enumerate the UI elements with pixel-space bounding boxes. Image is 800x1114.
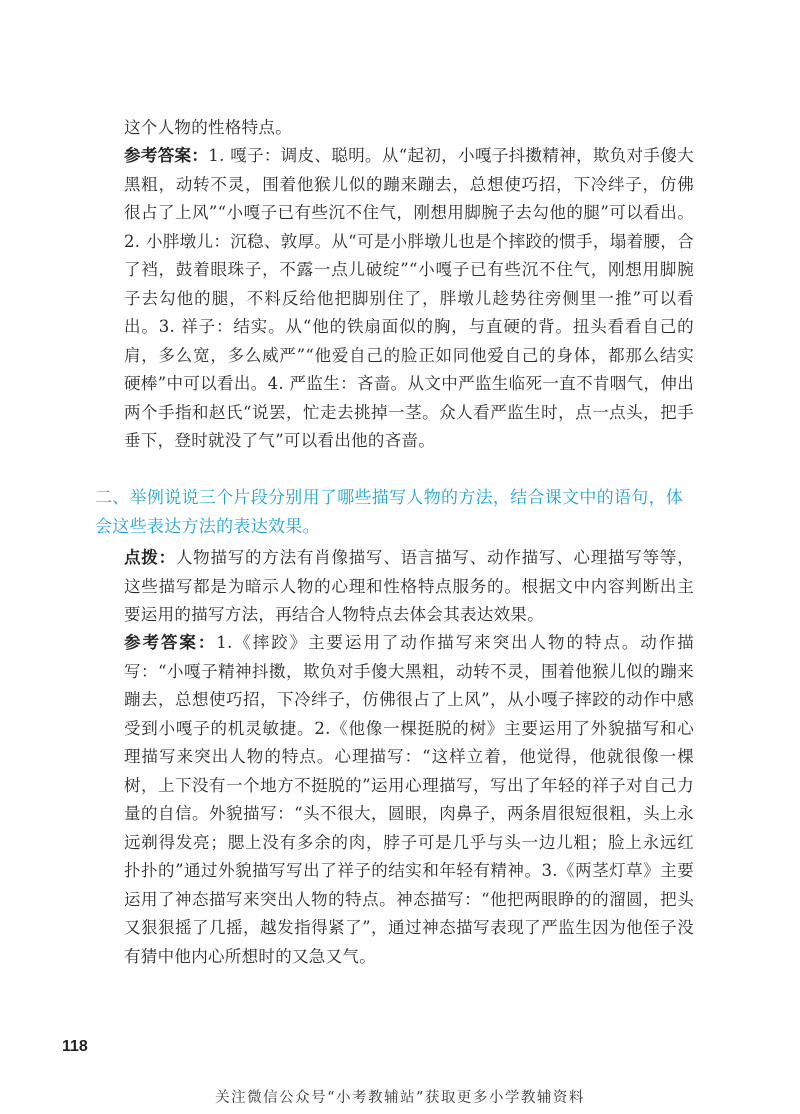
intro-text: 这个人物的性格特点。: [124, 118, 292, 137]
page-number: 118: [62, 1038, 88, 1055]
question-2: [95, 484, 700, 541]
answer-2-label: 参考答案：: [124, 633, 217, 652]
hint-label: 点拨：: [124, 548, 176, 567]
answer-2-text: 1.《摔跤》主要运用了动作描写来突出人物的特点。动作描写：“小嘎子精神抖擞，欺负对手傻大黑粗，动转不灵，围着他猴儿似的蹦来蹦去，总想使巧招，下冷绊子，仿佛很占了上风”，从小嘎子摔跤的动作中感受到小嘎子的机灵敏捷。2.《他像一棵挺脱的树》主要运用了外貌描写和心理描写来突出人物的特点。心理描写：“这样立着，他觉得，他就很像一棵树，上下没有一个地方不挺脱的”运用心理描写，写出了年轻的祥子对自己力量的自信。外貌描写：“头不很大，圆眼，肉鼻子，两条眉很短很粗，头上永远剃得发亮；腮上没有多余的肉，脖子可是几乎与头一边儿粗；脸上永远红扑扑的”通过外貌描写写出了祥子的结实和年轻有精神。3.《两茎灯草》主要运用了神态描写来突出人物的特点。神态描写：“他把两眼睁的的溜圆，把头又狠狠摇了几摇，越发指得紧了”，通过神态描写表现了严监生因为他侄子没有猜中他内心所想时的又急又气。: [124, 633, 695, 966]
footer-note: 关注微信公众号“小考教辅站”获取更多小学教辅资料: [215, 1090, 585, 1106]
hint-paragraph: [124, 544, 694, 630]
intro-line: [124, 114, 694, 143]
question-2-text: 举例说说三个片段分别用了哪些描写人物的方法，结合课文中的语句，体会这些表达方法的表达效果。: [95, 488, 684, 537]
answer-2-paragraph: [124, 629, 694, 971]
question-2-number: 二、: [95, 488, 130, 508]
hint-text: 人物描写的方法有肖像描写、语言描写、动作描写、心理描写等等，这些描写都是为暗示人物的心理和性格特点服务的。根据文中内容判断出主要运用的描写方法，再结合人物特点去体会其表达效果。: [124, 548, 695, 624]
answer-1-label: 参考答案：: [124, 146, 209, 165]
answer-1-text: 1. 嘎子：调皮、聪明。从“起初，小嘎子抖擞精神，欺负对手傻大黑粗，动转不灵，围着他猴儿似的蹦来蹦去，总想使巧招，下冷绊子，仿佛很占了上风”“小嘎子已有些沉不住气，刚想用脚腕子去勾他的腿”可以看出。2. 小胖墩儿：沉稳、敦厚。从“可是小胖墩儿也是个摔跤的惯手，塌着腰，合了裆，鼓着眼珠子，不露一点儿破绽”“小嘎子已有些沉不住气，刚想用脚腕子去勾他的腿，不料反给他把脚别住了，胖墩儿趁势往旁侧里一推”可以看出。3. 祥子：结实。从“他的铁扇面似的胸，与直硬的背。扭头看看自己的肩，多么宽，多么威严”“他爱自己的脸正如同他爱自己的身体，都那么结实硬棒”中可以看出。4. 严监生：吝啬。从文中严监生临死一直不肯咽气，伸出两个手指和赵氏“说罢，忙走去挑掉一茎。众人看严监生时，点一点头，把手垂下，登时就没了气”可以看出他的吝啬。: [124, 146, 695, 450]
answer-1-paragraph: [124, 142, 694, 456]
